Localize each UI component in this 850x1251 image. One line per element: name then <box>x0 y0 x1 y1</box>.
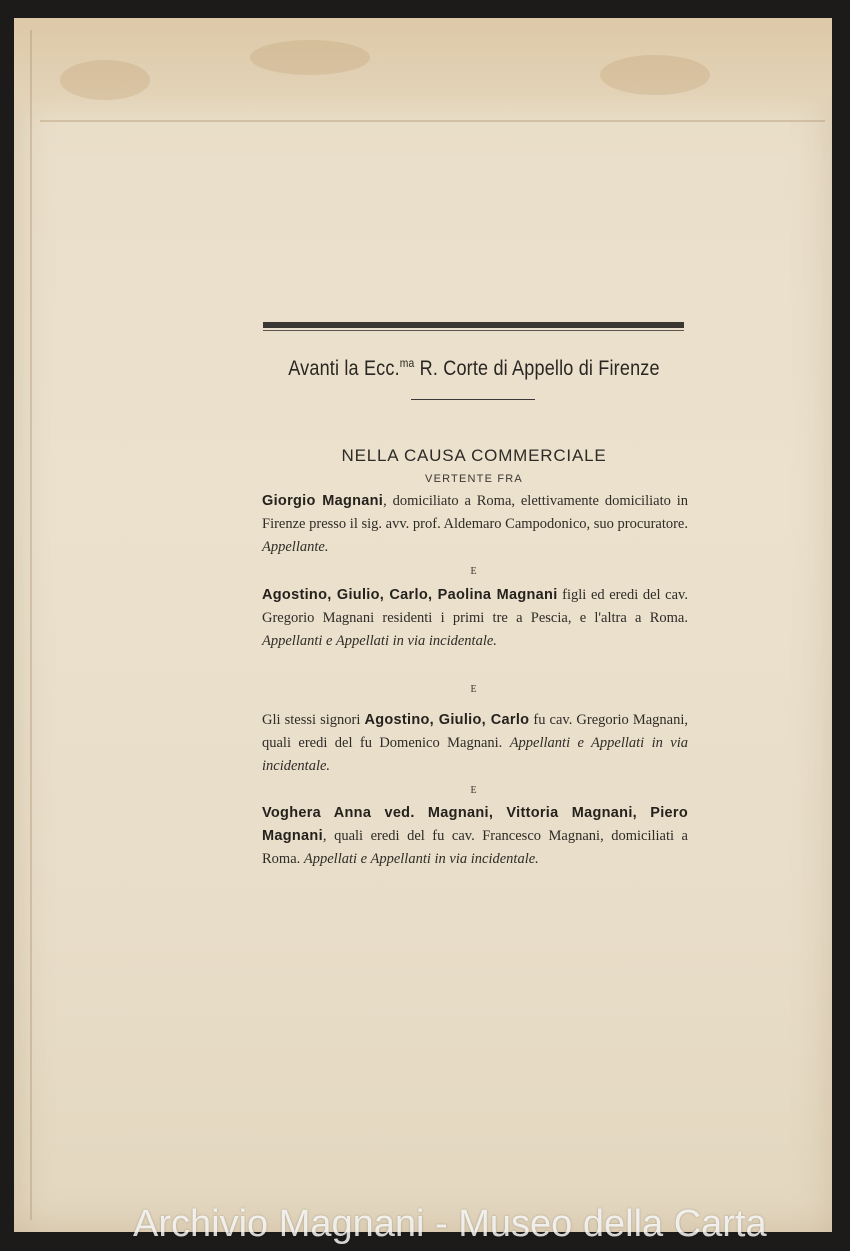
heading-divider <box>411 399 535 400</box>
separator-e: E <box>470 684 478 695</box>
party-block-1: Giorgio Magnani, domiciliato a Roma, elettivamente domiciliato in Firenze presso il sig. avv. prof. Aldemaro Campodonico, suo procuratore. Appellante. <box>262 493 688 555</box>
binding-edge <box>30 30 32 1220</box>
paper-stain <box>60 60 150 100</box>
fold-crease <box>40 120 825 122</box>
party-block-3: Gli stessi signori Agostino, Giulio, Carlo fu cav. Gregorio Magnani, quali eredi del fu Domenico Magnani. Appellanti e Appellati in via incidentale. <box>262 712 688 774</box>
separator-e: E <box>470 785 478 796</box>
party-block-4: Voghera Anna ved. Magnani, Vittoria Magnani, Piero Magnani, quali eredi del fu cav. Francesco Magnani, domiciliati a Roma. Appellati e Appellanti in via incidentale. <box>262 805 688 867</box>
case-subtitle: VERTENTE FRA <box>425 473 523 485</box>
separator-e: E <box>470 566 478 577</box>
paper-stain <box>250 40 370 75</box>
archive-watermark: Archivio Magnani - Museo della Carta <box>133 1203 767 1245</box>
party-block-2: Agostino, Giulio, Carlo, Paolina Magnani figli ed eredi del cav. Gregorio Magnani residenti i primi tre a Pescia, e l'altra a Roma. Appellanti e Appellati in via incidentale. <box>262 587 688 649</box>
header-rule-thin <box>263 330 684 331</box>
court-heading: Avanti la Ecc.$^{ma}$ R. Corte di Appello di Firenze <box>288 356 660 380</box>
paper-stain <box>600 55 710 95</box>
header-rule-thick <box>263 322 684 328</box>
case-title: NELLA CAUSA COMMERCIALE <box>341 446 607 465</box>
